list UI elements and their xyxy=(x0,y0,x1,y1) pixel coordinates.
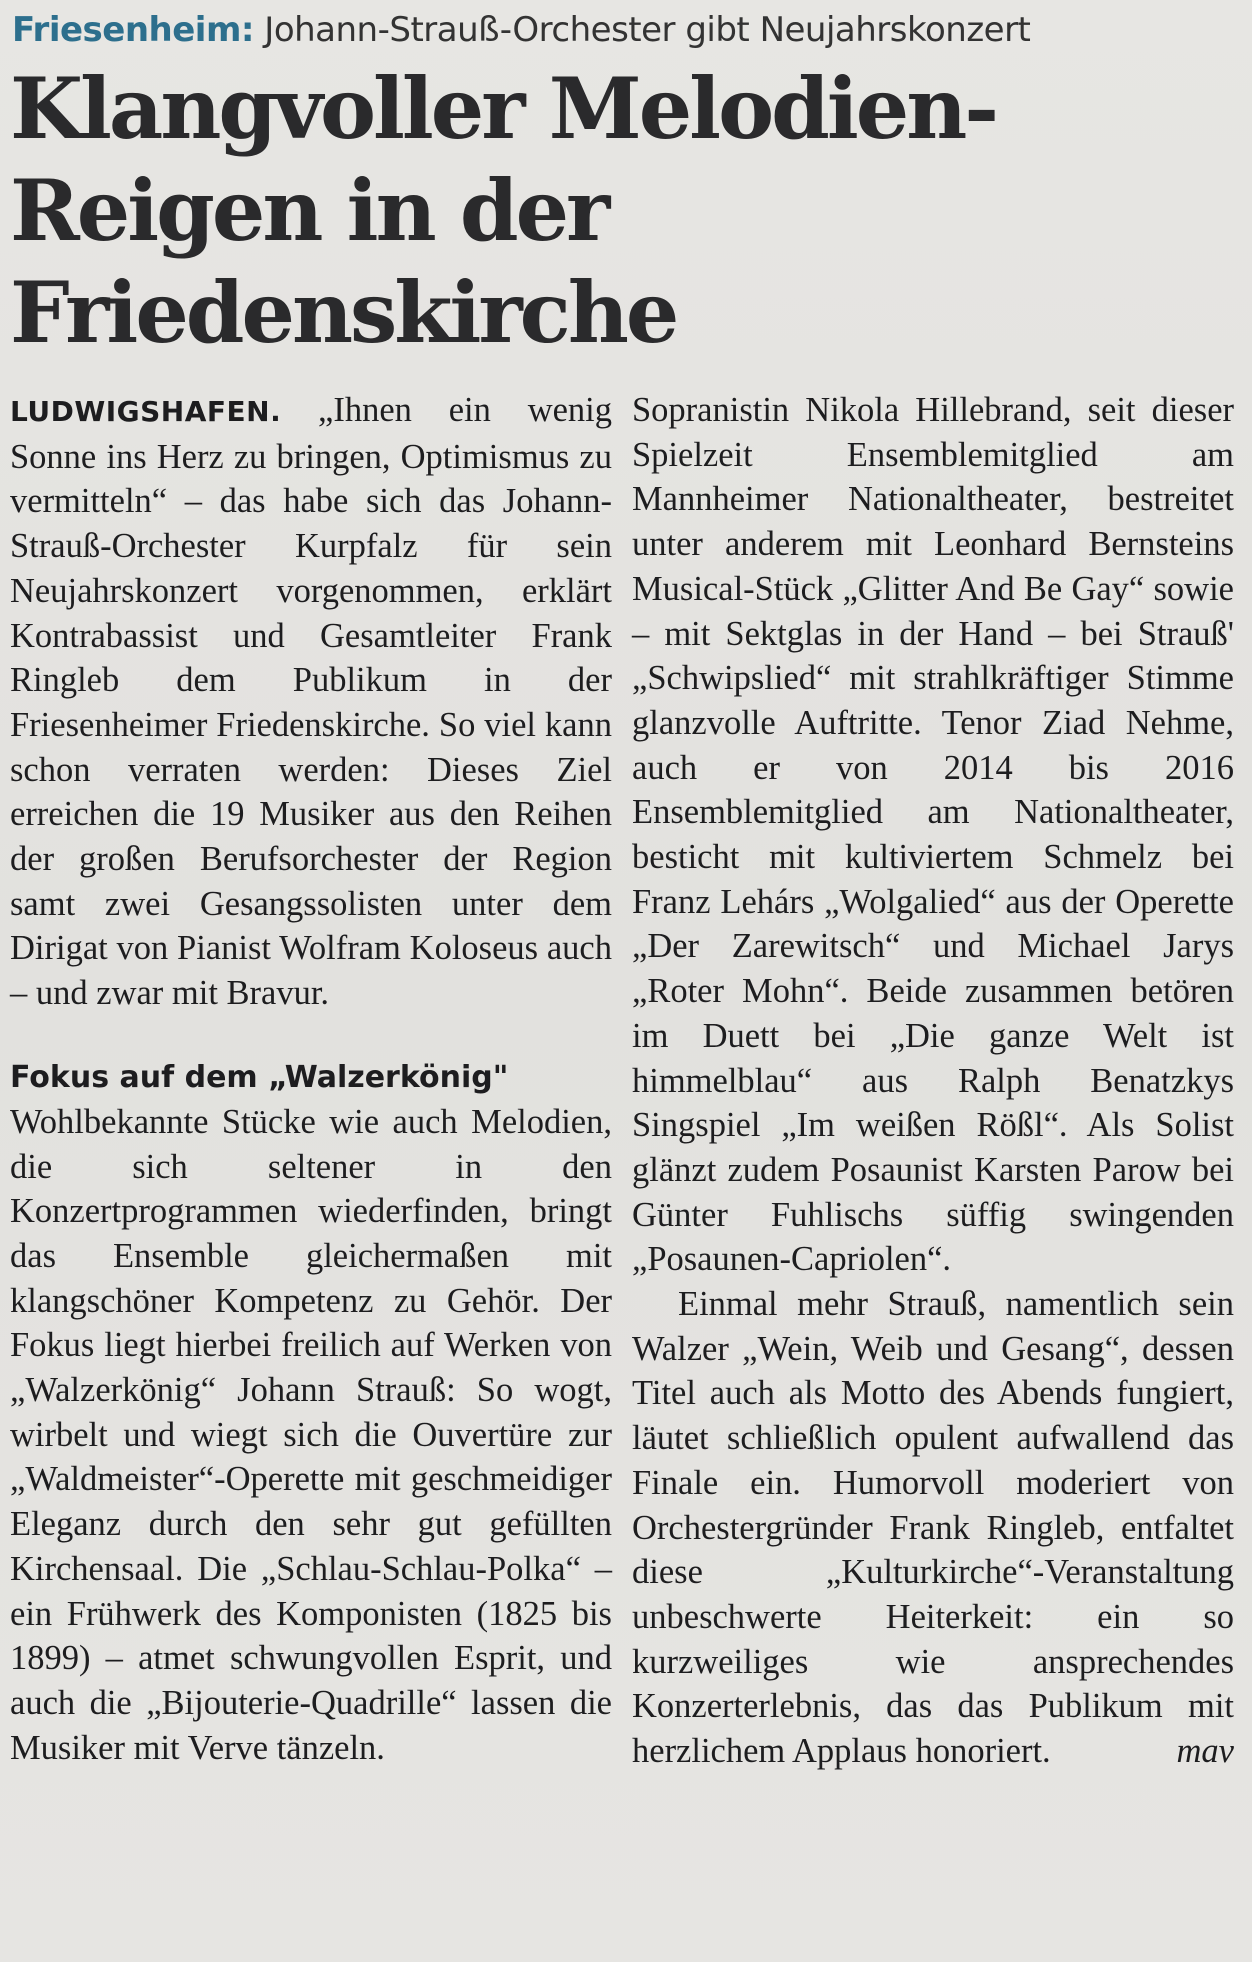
kicker xyxy=(10,8,1234,52)
paragraph-2: Wohlbekannte Stücke wie auch Melodien, die sich seltener in den Konzertprogrammen wiederfinden, bringt das Ensemble gleichermaßen mit klangschöner Kompetenz zu Gehör. Der Fokus liegt hierbei freilich auf Werken von „Walzerkönig“ Johann Strauß: So wogt, wirbelt und wiegt sich die Ouvertüre zur „Waldmeister“-Operette mit geschmeidiger Eleganz durch den sehr gut gefüllten Kirchensaal. Die „Schlau-Schlau-Polka“ – ein Frühwerk des Komponisten (1825 bis 1899) – atmet schwungvollen Esprit, und auch die „Bijouterie-Quadrille“ lassen die Musiker mit Verve tänzeln. xyxy=(10,1102,612,1767)
lead-text: „Ihnen ein wenig Sonne ins Herz zu bringen, Optimismus zu vermitteln“ – das habe sich das Johann-Strauß-Orchester Kurpfalz für sein Neujahrskonzert vorgenommen, erklärt Kontrabassist und Gesamtleiter Frank Ringleb dem Publikum in der Friesenheimer Friedenskirche. So viel kann schon verraten werden: Dieses Ziel erreichen die 19 Musiker aus den Reihen der großen Berufsorchester der Region samt zwei Gesangssolisten unter dem Dirigat von Pianist Wolfram Koloseus auch – und zwar mit Bravur. xyxy=(10,391,613,1013)
lead-paragraph xyxy=(10,388,612,1016)
right-column xyxy=(632,388,1234,1774)
kicker-text: Johann-Strauß-Orchester gibt Neujahrskonzert xyxy=(264,10,1031,50)
paragraph-4 xyxy=(632,1282,1234,1774)
headline: Klangvoller Melodien-Reigen in der Friedenskirche xyxy=(10,59,997,362)
paragraph-4-text: Einmal mehr Strauß, namentlich sein Walzer „Wein, Weib und Gesang“, dessen Titel auch als Motto des Abends fungiert, läutet schließlich opulent aufwallend das Finale ein. Humorvoll moderiert von Orchestergründer Frank Ringleb, entfaltet diese „Kulturkirche“-Veranstaltung unbeschwerte Heiterkeit: ein so kurzweiliges wie ansprechendes Konzerterlebnis, das das Publikum mit herzlichem Applaus honoriert. xyxy=(632,1285,1234,1771)
author-signature: mav xyxy=(1176,1732,1234,1771)
subhead: Fokus auf dem „Walzerkönig" xyxy=(10,1059,509,1095)
paragraph-3: Sopranistin Nikola Hillebrand, seit dieser Spielzeit Ensemblemitglied am Mannheimer Nationaltheater, bestreitet unter anderem mit Leonhard Bernsteins Musical-Stück „Glitter And Be Gay“ sowie – mit Sektglas in der Hand – bei Strauß' „Schwipslied“ mit strahlkräftiger Stimme glanzvolle Auftritte. Tenor Ziad Nehme, auch er von 2014 bis 2016 Ensemblemitglied am Nationaltheater, besticht mit kultiviertem Schmelz bei Franz Lehárs „Wolgalied“ aus der Operette „Der Zarewitsch“ und Michael Jarys „Roter Mohn“. Beide zusammen betören im Duett bei „Die ganze Welt ist himmelblau“ aus Ralph Benatzkys Singspiel „Im weißen Rößl“. Als Solist glänzt zudem Posaunist Karsten Parow bei Günter Fuhlischs süffig swingenden „Posaunen-Capriolen“. xyxy=(632,391,1234,1279)
dateline: LUDWIGSHAFEN. xyxy=(10,395,282,428)
article-body xyxy=(10,388,1234,1774)
left-column xyxy=(10,388,612,1774)
kicker-place: Friesenheim: xyxy=(12,10,254,50)
